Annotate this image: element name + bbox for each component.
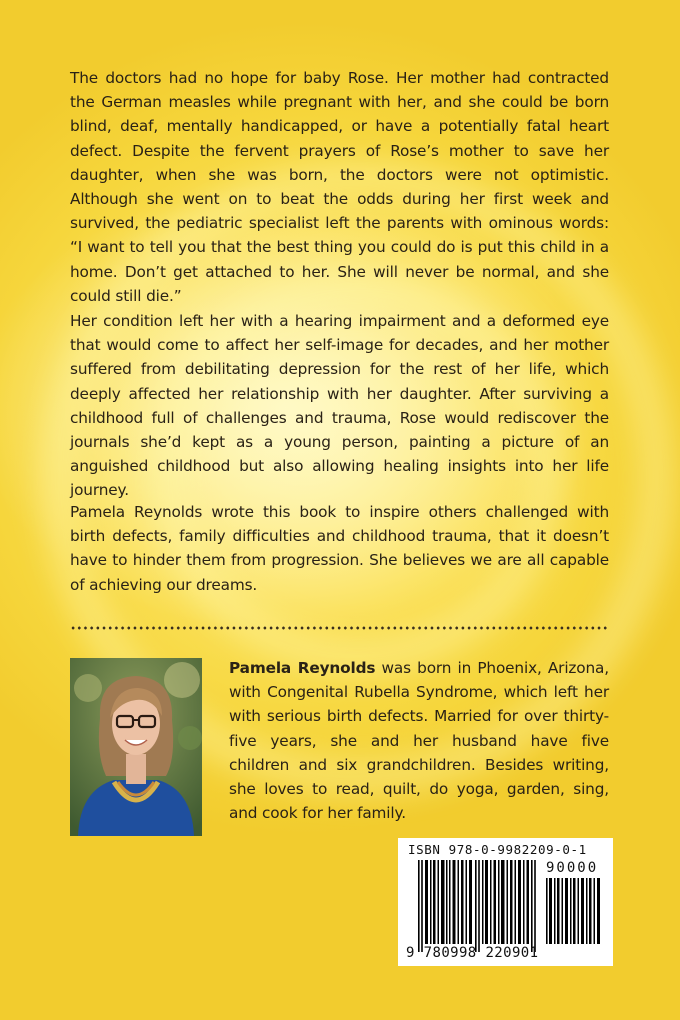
author-name: Pamela Reynolds bbox=[229, 659, 376, 677]
ean-digits: 9 780998 220901 bbox=[406, 945, 539, 961]
description-paragraph-3: Pamela Reynolds wrote this book to inspire others challenged with birth defects, family difficulties and childhood trauma, that it doesn’t have to hinder them from progression. She believes we are all capable of achieving our dreams. bbox=[70, 503, 609, 594]
addon-barcode-bars bbox=[546, 878, 602, 944]
description-paragraph-2: Her condition left her with a hearing impairment and a deformed eye that would come to affect her self-image for decades, and her mother suffered from debilitating depression for the rest of her life, which deeply affected her relationship with her daughter. After surviving a childhood full of challenges and trauma, Rose would rediscover the journals she’d kept as a young person, painting a picture of an anguished childhood but also allowing healing insights into her life journey. bbox=[70, 312, 609, 500]
author-bio bbox=[229, 656, 609, 825]
isbn-barcode bbox=[398, 838, 613, 966]
ean-barcode-bars bbox=[418, 860, 540, 952]
author-bio-text: was born in Phoenix, Arizona, with Congenital Rubella Syndrome, which left her with serious birth defects. Married for over thirty-five years, she and her husband have five children and six grandchildren. Besides writing, she loves to read, quilt, do yoga, garden, sing, and cook for her family. bbox=[229, 659, 609, 823]
description-paragraph-1: The doctors had no hope for baby Rose. Her mother had contracted the German measles while pregnant with her, and she could be born blind, deaf, mentally handicapped, or have a potentially fatal heart defect. Despite the fervent prayers of Rose’s mother to save her daughter, when she was born, the doctors were not optimistic. Although she went on to beat the odds during her first week and survived, the pediatric specialist left the parents with ominous words: “I want to tell you that the best thing you could do is put this child in a home. Don’t get attached to her. She will never be normal, and she could still die.” bbox=[70, 69, 609, 305]
author-photo bbox=[70, 658, 202, 836]
isbn-number: ISBN 978-0-9982209-0-1 bbox=[408, 842, 587, 857]
price-code: 90000 bbox=[546, 860, 599, 876]
dotted-divider bbox=[70, 626, 609, 630]
